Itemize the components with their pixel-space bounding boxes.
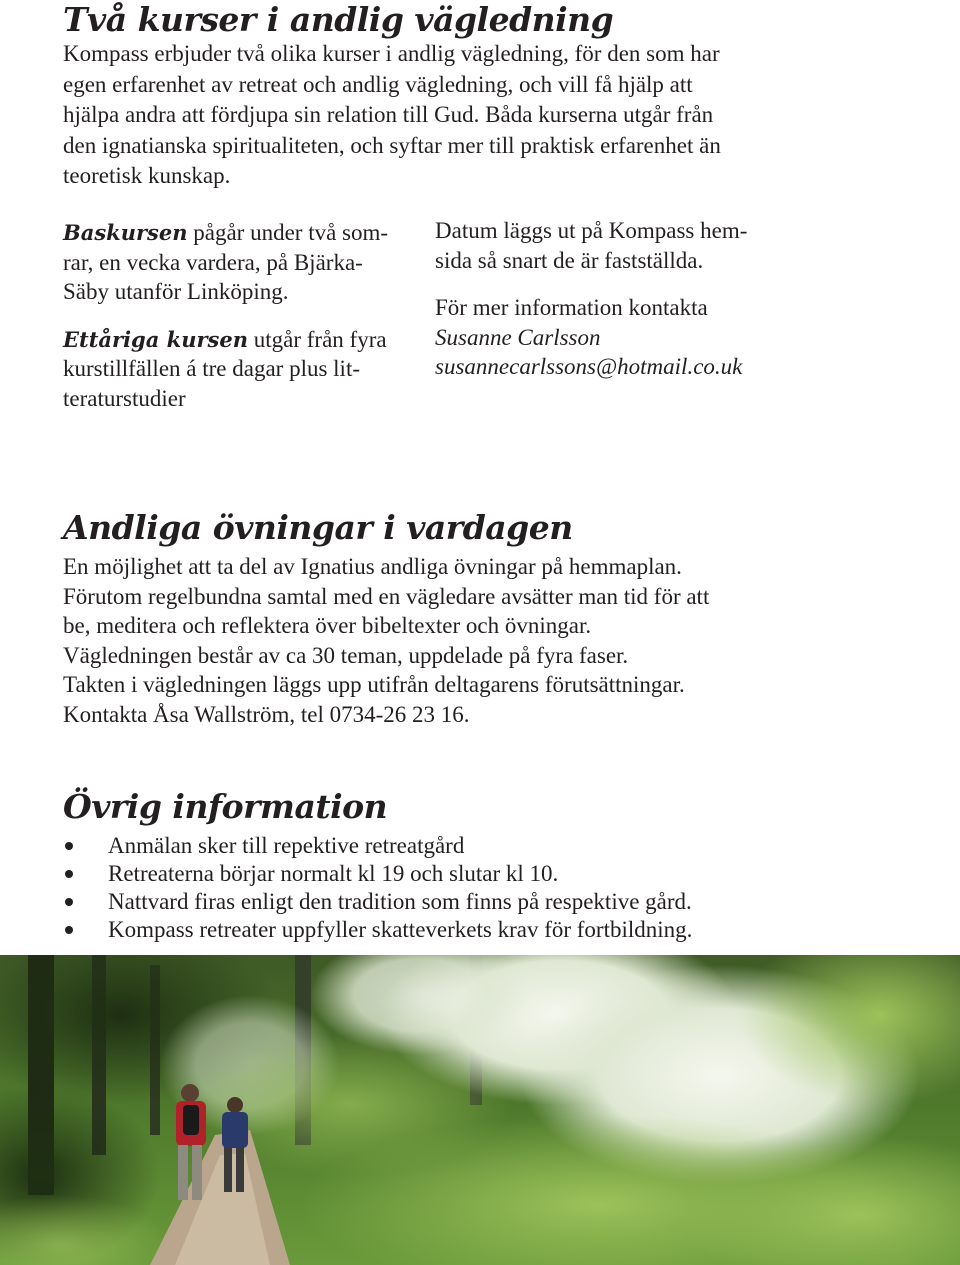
bullet-item [63,832,903,860]
left-column [63,218,408,413]
intro-line: Kompass erbjuder två olika kurser i andlig vägledning, för den som har [63,41,720,66]
exercises-line: Vägledningen består av ca 30 teman, uppdelade på fyra faser. [63,642,629,668]
datum-line: Datum läggs ut på Kompass hem- [435,218,748,243]
bullet-icon [65,870,73,878]
heading-two-courses: Två kurser i andlig vägledning [63,0,614,39]
contact-paragraph [435,293,915,382]
bullet-item [63,888,903,916]
exercises-line: Takten i vägledningen läggs upp utifrån deltagarens förutsättningar. [63,672,685,698]
bullet-icon [65,842,73,850]
forest-path-photo [0,955,960,1265]
heading-other-info: Övrig information [63,787,388,826]
ettariga-paragraph [63,325,408,414]
heading-daily-exercises: Andliga övningar i vardagen [63,508,573,547]
baskursen-line: pågår under två som- [193,220,389,245]
ettariga-line: teraturstudier [63,385,186,411]
bullet-text: Kompass retreater uppfyller skatteverkets krav för fortbildning. [108,917,693,942]
bullet-item [63,860,903,888]
exercises-line: Kontakta Åsa Wallström, tel 0734-26 23 16. [63,701,470,727]
forest-photo-illustration [0,955,960,1265]
bullet-text: Anmälan sker till repektive retreatgård [108,833,465,858]
exercises-paragraph [63,552,903,730]
intro-paragraph [63,39,903,192]
baskursen-title: Baskursen [63,220,188,245]
baskursen-line: Säby utanför Linköping. [63,279,289,304]
bullet-icon [65,898,73,906]
datum-paragraph [435,216,915,275]
bullet-text: Nattvard firas enligt den tradition som finns på respektive gård. [108,889,692,914]
intro-line: teoretisk kunskap. [63,163,231,188]
right-column [435,216,915,382]
info-label: För mer information kontakta [435,295,708,320]
datum-line: sida så snart de är fastställda. [435,247,704,273]
exercises-line: Förutom regelbundna samtal med en vägledare avsätter man tid för att [63,583,710,609]
exercises-line: be, meditera och reflektera över bibeltexter och övningar. [63,613,592,639]
intro-line: egen erfarenhet av retreat och andlig vägledning, och vill få hjälp att [63,71,693,97]
contact-name: Susanne Carlsson [435,324,601,350]
bullet-text: Retreaterna börjar normalt kl 19 och slutar kl 10. [108,861,559,886]
exercises-line: En möjlighet att ta del av Ignatius andliga övningar på hemmaplan. [63,554,682,579]
bullet-item [63,916,903,944]
ettariga-line: utgår från fyra [253,326,387,352]
ettariga-line: kurstillfällen á tre dagar plus lit- [63,356,360,381]
baskursen-paragraph [63,218,408,307]
ettariga-title: Ettåriga kursen [63,326,248,352]
intro-line: den ignatianska spiritualiteten, och syftar mer till praktisk erfarenhet än [63,132,721,158]
intro-line: hjälpa andra att fördjupa sin relation till Gud. Båda kurserna utgår från [63,102,714,127]
baskursen-line: rar, en vecka vardera, på Bjärka- [63,249,363,275]
contact-email[interactable]: susannecarlssons@hotmail.co.uk [435,354,743,379]
bullet-icon [65,926,73,934]
info-bullet-list [63,832,903,944]
